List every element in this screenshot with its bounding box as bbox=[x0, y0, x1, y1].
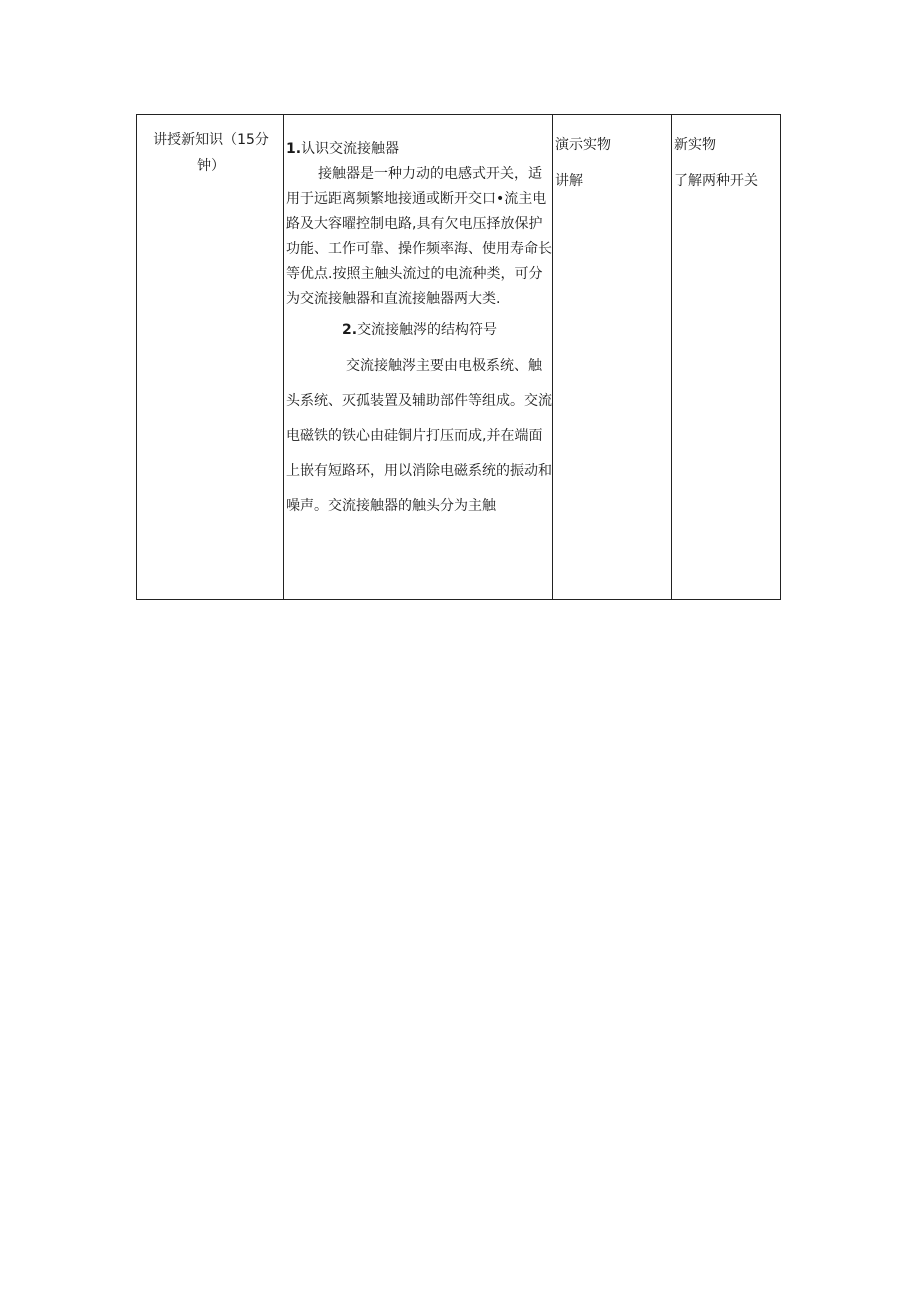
method-line-2: 讲解 bbox=[555, 173, 583, 189]
section-title-1: 认识交流接触器 bbox=[301, 141, 400, 157]
section-heading-1 bbox=[286, 137, 552, 162]
purpose-cell bbox=[672, 115, 781, 600]
stage-label: 讲授新知识（15分钟） bbox=[153, 132, 269, 174]
method-cell bbox=[553, 115, 672, 600]
content-cell bbox=[284, 115, 553, 600]
lesson-plan-table bbox=[136, 114, 781, 600]
purpose-line-2: 了解两种开关 bbox=[674, 173, 758, 189]
section-title-2: 交流接触涔的结构符号 bbox=[357, 322, 498, 338]
method-line-1: 演示实物 bbox=[555, 137, 611, 153]
purpose-line-1: 新实物 bbox=[674, 137, 716, 153]
stage-cell bbox=[137, 115, 284, 600]
content-paragraph-1: 接触器是一种力动的电感式开关，适用于远距离频繁地接通或断开交口•流主电路及大容曜控制电路,具有欠电压择放保护功能、工作可靠、操作频率海、使用寿命长等优点.按照主触头流过的电流种类，可分为交流接触器和直流接触器两大类. bbox=[286, 166, 552, 307]
section-number-2: 2. bbox=[342, 322, 358, 338]
section-heading-2 bbox=[286, 318, 552, 343]
section-number-1: 1. bbox=[286, 141, 302, 157]
content-paragraph-2: 交流接触涔主要由电极系统、触头系统、灭孤装置及辅助部件等组成。交流电磁铁的铁心由硅铜片打压而成,并在端面上嵌有短路环，用以消除电磁系统的振动和噪声。交流接触器的触头分为主触 bbox=[286, 358, 552, 514]
table-row bbox=[137, 115, 781, 600]
